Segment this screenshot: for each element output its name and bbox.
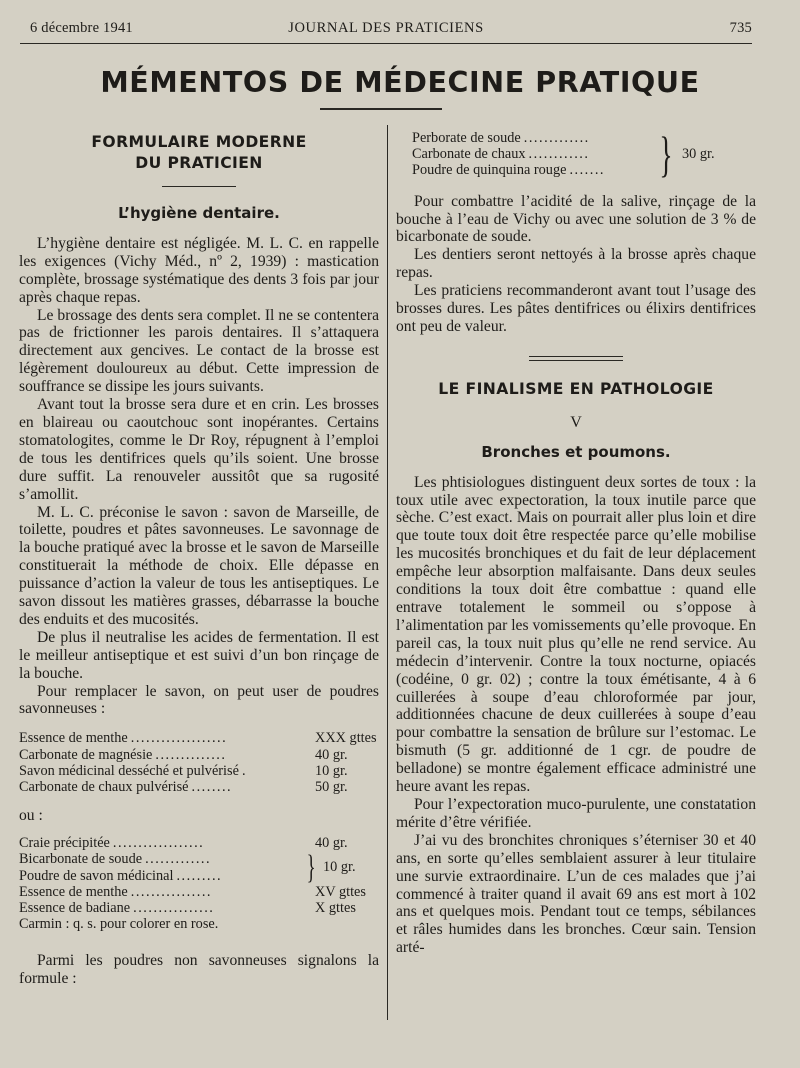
column-divider (387, 125, 388, 1020)
formula-2 (19, 835, 379, 932)
quantity: 30 gr. (682, 146, 715, 163)
paragraph: Les praticiens recommanderont avant tout l’usage des brosses dures. Les pâtes dentifrices ou élixirs dentifrices ont peu de valeur. (396, 282, 756, 335)
formula-line (19, 763, 379, 779)
formula-line (19, 884, 379, 900)
ingredient: Essence de menthe (19, 730, 128, 747)
ingredient: Poudre de quinquina rouge (412, 162, 567, 179)
formula-line (19, 868, 299, 884)
right-column (396, 126, 756, 957)
formula-line (19, 730, 379, 746)
subtitle-bronches: Bronches et poumons. (481, 442, 671, 461)
leader-dots: ........ (191, 778, 233, 795)
leader-dots: ....... (569, 162, 605, 179)
paragraph: Avant tout la brosse sera dure et en crin. Les brosses en blaireau ou caoutchouc sont inopérantes. Certains stomatologites, comme le Dr Roy, répugnent à l’emploi de tous les dentifrices quels qu’ils soient. Une brosse dure suffit. La renouveler aussitôt que sa rugosité s’amollit. (19, 396, 379, 503)
leader-dots: ............ (528, 146, 590, 163)
leader-dots: ......... (176, 867, 223, 884)
leader-dots: .............. (155, 746, 227, 763)
section-number: V (570, 413, 582, 431)
header-date: 6 décembre 1941 (30, 20, 133, 36)
leader-dots: ................... (130, 730, 228, 747)
ingredient: Perborate de soude (412, 130, 521, 146)
formula-line (19, 779, 379, 795)
paragraph: J’ai vu des bronchites chroniques s’éterniser 30 et 40 ans, en sorte qu’elles semblaient assurer à leur titulaire une survie extraordinaire. L’un de ces malades que j’ai commencé à traiter quand il avait 69 ans est mort à 102 ans et quelques mois. Pendant tout ce temps, sébilances et râles humides dans les bronches. Cœur sain. Tension arté- (396, 831, 756, 957)
section-title-finalisme: LE FINALISME EN PATHOLOGIE (438, 379, 714, 398)
leader-dots: .................. (112, 835, 205, 852)
formula-brace-group (19, 848, 379, 886)
section-title-line-1: FORMULAIRE MODERNE (91, 133, 307, 151)
ingredient: Bicarbonate de soude (19, 851, 143, 868)
section-title-formulaire (19, 132, 379, 174)
ingredient: Savon médicinal desséché et pulvérisé (19, 762, 239, 779)
section-rule (162, 186, 236, 187)
leader-dots: . (241, 762, 248, 779)
right-brace-icon: } (306, 848, 316, 886)
leader-dots: ................ (133, 899, 215, 916)
quantity: X gttes (315, 899, 356, 916)
ingredient: Craie précipitée (19, 835, 110, 852)
left-column (19, 130, 379, 988)
ingredient: Carbonate de chaux pulvérisé (19, 778, 189, 795)
leader-dots: ............. (145, 851, 212, 868)
quantity: XV gttes (315, 883, 366, 900)
quantity: 40 gr. (315, 835, 348, 852)
ingredient: Poudre de savon médicinal (19, 867, 174, 884)
quantity: 50 gr. (315, 778, 348, 795)
section-double-rule (529, 356, 623, 361)
paragraph: Les dentiers seront nettoyés à la brosse après chaque repas. (396, 246, 756, 282)
formula-line (19, 851, 299, 867)
header-journal-name: JOURNAL DES PRATICIENS (288, 20, 484, 36)
formula-brace-group (412, 126, 756, 183)
header-page-number: 735 (729, 20, 752, 36)
carmin-line: Carmin : q. s. pour colorer en rose. (19, 916, 219, 933)
paragraph: Pour remplacer le savon, on peut user de poudres savonneuses : (19, 682, 379, 718)
paragraph: Parmi les poudres non savonneuses signalons la formule : (19, 952, 379, 988)
formula-line (412, 162, 650, 178)
ingredient: Carbonate de chaux (412, 146, 526, 163)
quantity: 40 gr. (315, 746, 348, 763)
leader-dots: ................ (130, 883, 212, 900)
leader-dots: ............. (523, 130, 590, 146)
quantity: 10 gr. (323, 859, 356, 876)
quantity: XXX gttes (315, 730, 377, 747)
paragraph: Pour l’expectoration muco-purulente, une constatation mérite d’être vérifiée. (396, 795, 756, 831)
paragraph: Les phtisiologues distinguent deux sortes de toux : la toux utile avec expectoration, la toux inutile parce que sèche. C’est exact. Mais on pourrait aller plus loin et dire que toute toux doit être respectée parce qu’elle mobilise les mucosités bronchiques et du fait de leur déplacement empêche leur absorption malfaisante. Dans deux seules conditions la toux doit être combattue : quand elle entrave totalement le sommeil ou s’oppose à l’alimentation par les vomissements qu’elle provoque. En pareil cas, la toux nuit plus qu’elle ne rend service. Au médecin d’intervenir. Contre la toux nocturne, opiacés (codéine, 0 gr. 02) ; contre la toux émétisante, 4 à 6 cuillerées à soupe d’eau chloroformée par jour, additionnées chacune de deux cuillerées à soupe d’eau pour combattre la sensation de brûlure sur l’estomac. Le bismuth (5 gr. additionné de 1 cgr. de poudre de belladone) se montre également efficace administré une heure avant les repas. (396, 473, 756, 796)
paragraph: Pour combattre l’acidité de la salive, rinçage de la bouche à l’eau de Vichy ou avec une solution de 3 % de bicarbonate de soude. (396, 192, 756, 246)
subtitle-hygiene: L’hygiène dentaire. (118, 204, 280, 222)
paragraph: M. L. C. préconise le savon : savon de Marseille, de toilette, poudres et pâtes savonneuses. Le savonnage de la bouche pratiqué avec la brosse et le savon de Marseille constituerait la méthode de choix. Elle dépasse en puissance d’action la valeur de tous les antiseptiques. Le savon dissout les matières grasses, débarrasse la bouche des enduits et des mucosités. (19, 503, 379, 628)
quantity: 10 gr. (315, 762, 348, 779)
ingredient: Essence de badiane (19, 899, 131, 916)
formula-line (19, 747, 379, 763)
formula-3 (412, 126, 756, 183)
paragraph: Le brossage des dents sera complet. Il ne se contentera pas de frictionner les parois dentaires. Il s’attaquera directement aux gencives. Le contact de la brosse est légèrement douloureux au début. Cette impression de souffrance se dissipe les jours suivants. (19, 306, 379, 396)
paragraph: De plus il neutralise les acides de fermentation. Il est le meilleur antiseptique et est suivi d’un bon rinçage de la bouche. (19, 628, 379, 682)
section-title-line-2: DU PRATICIEN (135, 154, 263, 172)
formula-1 (19, 730, 379, 795)
title-rule (320, 108, 442, 110)
ou-label: ou : (19, 807, 43, 825)
formula-line (412, 146, 650, 162)
right-brace-icon: } (659, 126, 673, 183)
paragraph: L’hygiène dentaire est négligée. M. L. C. en rappelle les exigences (Vichy Méd., nº 2, 1939) : mastication complète, brossage systématique des dents 3 fois par jour après chaque repas. (19, 234, 379, 306)
formula-line (19, 835, 379, 851)
formula-line (412, 130, 650, 146)
page-title: MÉMENTOS DE MÉDECINE PRATIQUE (100, 66, 700, 99)
header-rule (20, 43, 752, 44)
ingredient: Carbonate de magnésie (19, 746, 153, 763)
running-header (20, 18, 752, 42)
ingredient: Essence de menthe (19, 883, 128, 900)
formula-line (19, 900, 379, 916)
